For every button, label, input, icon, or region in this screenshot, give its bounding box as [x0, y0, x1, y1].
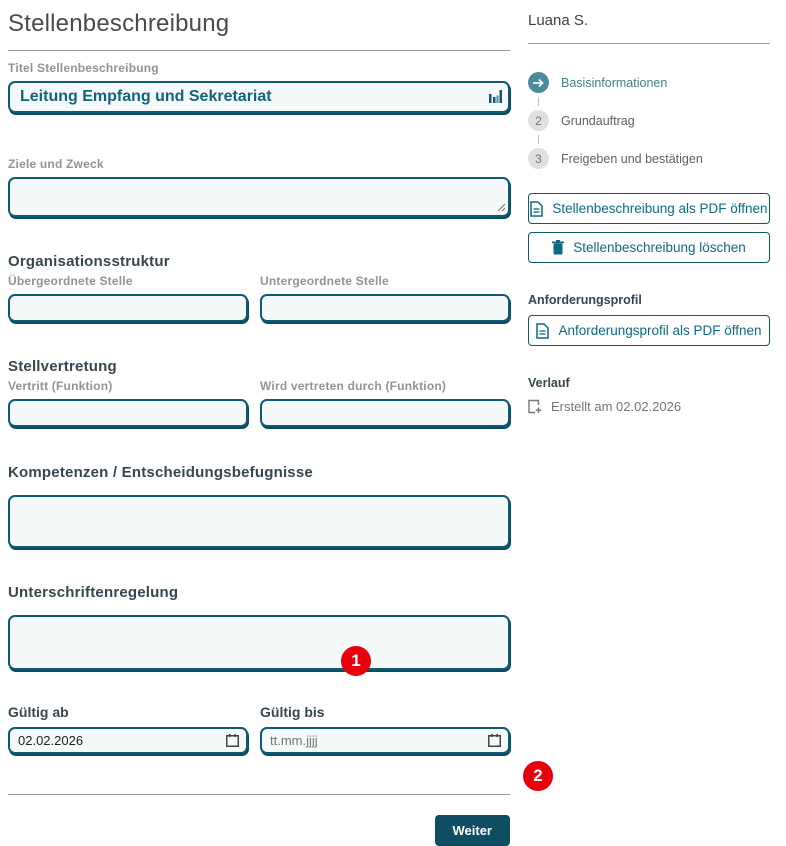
step-label: Freigeben und bestätigen	[561, 151, 703, 166]
uebergeordnete-stelle-input[interactable]	[8, 294, 248, 322]
open-pdf-button[interactable]	[528, 193, 770, 224]
stepper	[528, 72, 770, 169]
wird-vertreten-input[interactable]	[260, 399, 510, 427]
step-connector	[538, 135, 539, 144]
weiter-button[interactable]: Weiter	[435, 815, 511, 846]
org-heading: Organisationsstruktur	[8, 253, 170, 270]
vertretung-heading: Stellvertretung	[8, 358, 117, 375]
titel-label: Titel Stellenbeschreibung	[8, 61, 159, 75]
verlauf-entry-text: Erstellt am 02.02.2026	[551, 399, 682, 414]
step-number: 3	[528, 148, 549, 169]
sidebar-divider	[528, 43, 770, 44]
step-grundauftrag[interactable]	[528, 110, 770, 131]
arrow-right-icon	[528, 72, 549, 93]
verlauf-entry	[528, 399, 770, 414]
anforderungsprofil-label: Anforderungsprofil	[528, 293, 642, 307]
annotation-badge-2: 2	[523, 761, 553, 791]
calendar-icon[interactable]	[488, 734, 501, 747]
ziele-label: Ziele und Zweck	[8, 157, 104, 171]
step-basisinformationen[interactable]	[528, 72, 770, 93]
document-icon	[530, 201, 543, 217]
step-label: Grundauftrag	[561, 113, 635, 128]
delete-label: Stellenbeschreibung löschen	[573, 240, 746, 255]
sidebar	[528, 8, 770, 802]
verlauf-label: Verlauf	[528, 376, 570, 390]
gueltig-ab-label: Gültig ab	[8, 704, 69, 720]
org-right-label: Untergeordnete Stelle	[260, 274, 389, 288]
unterschrift-heading: Unterschriftenregelung	[8, 584, 179, 601]
annotation-badge-1: 1	[341, 646, 371, 676]
anforderungsprofil-pdf-label: Anforderungsprofil als PDF öffnen	[558, 323, 762, 338]
step-number: 2	[528, 110, 549, 131]
wird-vertreten-label: Wird vertreten durch (Funktion)	[260, 379, 447, 393]
vertritt-label: Vertritt (Funktion)	[8, 379, 113, 393]
kompetenzen-textarea[interactable]	[8, 495, 510, 548]
org-left-label: Übergeordnete Stelle	[8, 274, 133, 288]
vertritt-input[interactable]	[8, 399, 248, 427]
document-icon	[536, 323, 549, 339]
gueltig-ab-input[interactable]	[8, 727, 248, 754]
user-name: Luana S.	[528, 12, 589, 29]
gueltig-bis-label: Gültig bis	[260, 704, 325, 720]
trash-icon	[552, 240, 564, 255]
kompetenzen-heading: Kompetenzen / Entscheidungsbefugnisse	[8, 464, 313, 481]
untergeordnete-stelle-input[interactable]	[260, 294, 510, 322]
main-form	[8, 8, 510, 838]
header-divider	[8, 50, 510, 51]
delete-button[interactable]	[528, 232, 770, 263]
footer-divider	[8, 794, 510, 795]
ziele-textarea[interactable]	[8, 177, 510, 217]
document-add-icon	[528, 399, 542, 414]
calendar-icon[interactable]	[226, 734, 239, 747]
step-label: Basisinformationen	[561, 75, 668, 90]
gueltig-bis-input[interactable]	[260, 727, 510, 754]
page-title: Stellenbeschreibung	[8, 10, 230, 37]
text-marker-icon	[489, 90, 502, 104]
unterschrift-textarea[interactable]	[8, 615, 510, 670]
titel-input[interactable]	[8, 81, 510, 113]
step-connector	[538, 97, 539, 106]
anforderungsprofil-pdf-button[interactable]	[528, 315, 770, 346]
step-freigeben[interactable]	[528, 148, 770, 169]
open-pdf-label: Stellenbeschreibung als PDF öffnen	[552, 201, 768, 216]
